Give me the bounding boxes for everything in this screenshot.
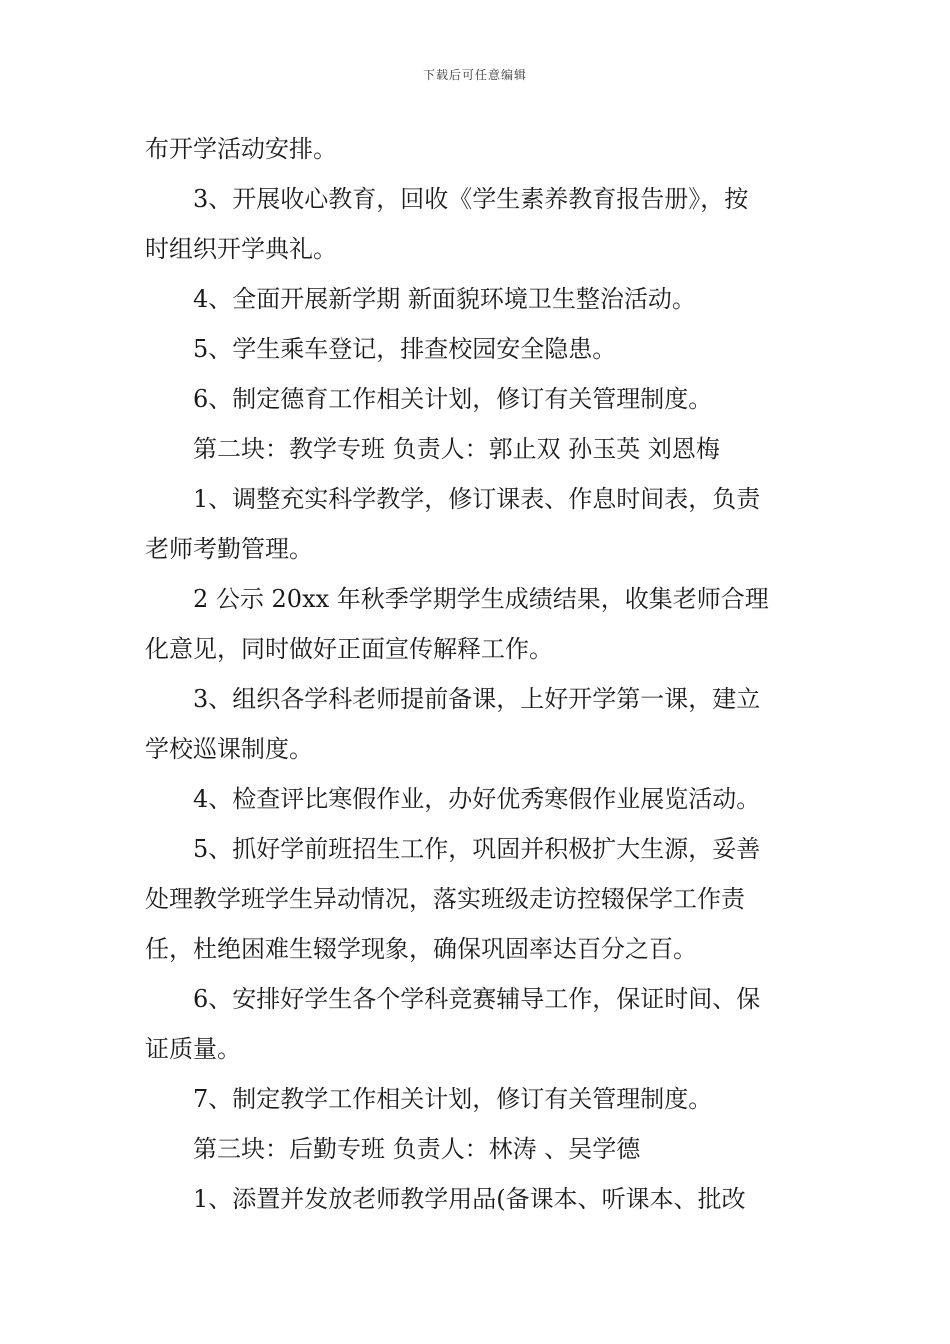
text-line: 1、添置并发放老师教学用品(备课本、听课本、批改 [193, 1185, 746, 1213]
text-line: 老师考勤管理。 [145, 535, 313, 563]
text-line: 5、学生乘车登记，排查校园安全隐患。 [193, 335, 617, 363]
text-line: 化意见，同时做好正面宣传解释工作。 [145, 635, 553, 663]
text-line: 6、制定德育工作相关计划，修订有关管理制度。 [193, 385, 713, 413]
text-line: 处理教学班学生异动情况，落实班级走访控辍保学工作责 [145, 885, 745, 913]
text-line: 7、制定教学工作相关计划，修订有关管理制度。 [193, 1085, 713, 1113]
text-line: 学校巡课制度。 [145, 735, 313, 763]
document-body [145, 124, 815, 1224]
section-heading: 第三块：后勤专班 负责人：林涛 、吴学德 [193, 1135, 641, 1163]
text-line: 任，杜绝困难生辍学现象，确保巩固率达百分之百。 [145, 935, 697, 963]
page-header: 下载后可任意编辑 [422, 68, 527, 82]
text-line: 3、组织各学科老师提前备课，上好开学第一课，建立 [193, 685, 761, 713]
text-line: 时组织开学典礼。 [145, 235, 337, 263]
text-line: 4、全面开展新学期 新面貌环境卫生整治活动。 [193, 285, 696, 313]
section-heading: 第二块：教学专班 负责人：郭止双 孙玉英 刘恩梅 [193, 435, 720, 463]
text-line: 6、安排好学生各个学科竞赛辅导工作，保证时间、保 [193, 985, 761, 1013]
text-line: 4、检查评比寒假作业，办好优秀寒假作业展览活动。 [193, 785, 761, 813]
text-line: 证质量。 [145, 1035, 241, 1063]
text-line: 布开学活动安排。 [145, 135, 337, 163]
text-line: 5、抓好学前班招生工作，巩固并积极扩大生源，妥善 [193, 835, 761, 863]
text-line: 1、调整充实科学教学，修订课表、作息时间表，负责 [193, 485, 761, 513]
text-line: 3、开展收心教育，回收《学生素养教育报告册》，按 [193, 185, 749, 213]
text-line: 2 公示 20xx 年秋季学期学生成绩结果，收集老师合理 [193, 585, 769, 613]
